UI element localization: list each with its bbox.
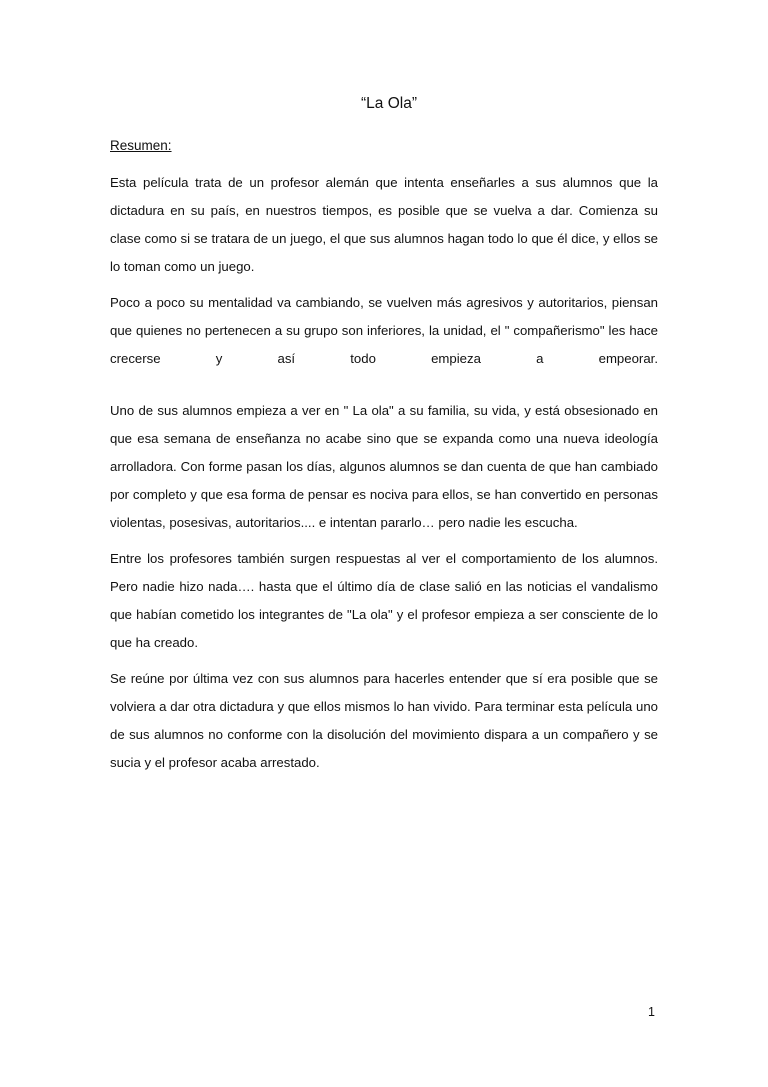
section-label-resumen: Resumen: — [110, 138, 172, 153]
paragraph: Uno de sus alumnos empieza a ver en " La ola" a su familia, su vida, y está obsesionado en que esa semana de enseñanza no acabe sino que se expanda como una nueva ideología arrolladora. Con forme pasan los días, algunos alumnos se dan cuenta de que han cambiado por completo y que esa forma de pensar es nociva para ellos, se han convertido en personas violentas, posesivas, autoritarios.... e intentan pararlo… pero nadie les escucha. — [110, 403, 658, 530]
document-body — [110, 92, 658, 777]
paragraph: Se reúne por última vez con sus alumnos para hacerles entender que sí era posible que se volviera a dar otra dictadura y que ellos mismos lo han vivido. Para terminar esta película uno de sus alumnos no conforme con la disolución del movimiento dispara a un compañero y se sucia y el profesor acaba arrestado. — [110, 671, 658, 770]
page-number: 1 — [648, 1005, 655, 1019]
paragraph: Esta película trata de un profesor alemán que intenta enseñarles a sus alumnos que la dictadura en su país, en nuestros tiempos, es posible que se vuelva a dar. Comienza su clase como si se tratara de un juego, el que sus alumnos hagan todo lo que él dice, y ellos se lo toman como un juego. — [110, 175, 658, 274]
page-title: “La Ola” — [361, 95, 417, 112]
paragraph: Poco a poco su mentalidad va cambiando, se vuelven más agresivos y autoritarios, piensan que quienes no pertenecen a su grupo son inferiores, la unidad, el " compañerismo" les hace crecerse y así todo empieza a empeorar. — [110, 295, 658, 366]
paragraph: Entre los profesores también surgen respuestas al ver el comportamiento de los alumnos. Pero nadie hizo nada…. hasta que el último día de clase salió en las noticias el vandalismo que habían cometido los integrantes de "La ola" y el profesor empieza a ser consciente de lo que ha creado. — [110, 551, 658, 650]
